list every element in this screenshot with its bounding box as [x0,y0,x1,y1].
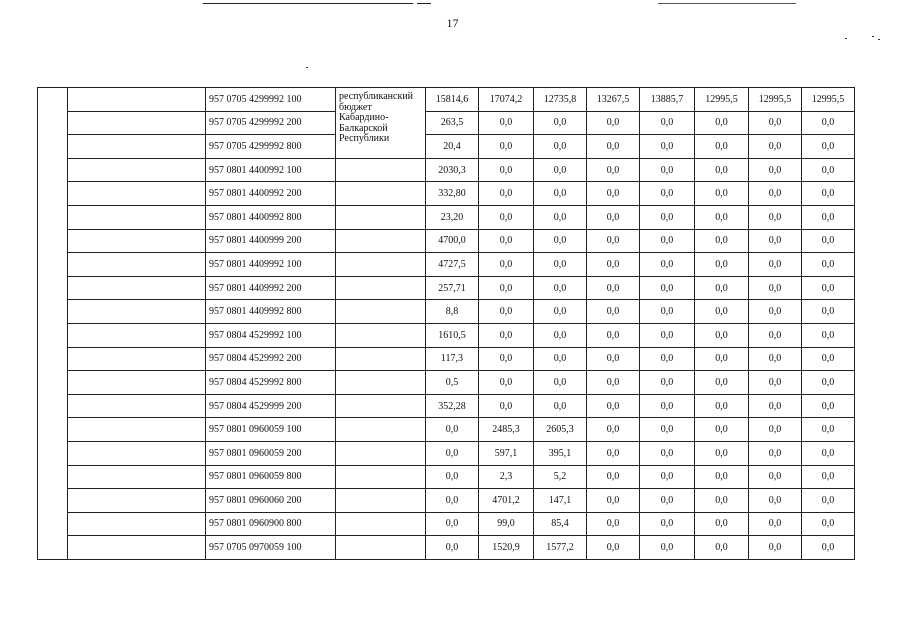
value-cell: 0,0 [749,371,802,395]
empty-cell [68,347,206,371]
budget-code-cell: 957 0801 4400992 200 [206,182,336,206]
value-cell: 0,0 [695,182,749,206]
budget-table-body [38,88,855,560]
value-cell: 263,5 [426,111,479,135]
value-cell: 0,0 [802,536,855,560]
value-cell: 0,0 [695,347,749,371]
budget-code-cell: 957 0801 4409992 800 [206,300,336,324]
value-cell: 0,0 [640,371,695,395]
value-cell: 0,0 [802,205,855,229]
value-cell: 0,0 [534,347,587,371]
budget-code-cell: 957 0705 4299992 200 [206,111,336,135]
value-cell: 0,0 [640,253,695,277]
table-row [38,205,855,229]
value-cell: 12995,5 [749,88,802,112]
value-cell: 0,0 [749,465,802,489]
budget-code-cell: 957 0801 0960900 800 [206,512,336,536]
value-cell: 0,0 [587,347,640,371]
empty-cell [68,205,206,229]
value-cell: 0,0 [802,323,855,347]
page-number: 17 [446,16,459,30]
value-cell: 17074,2 [479,88,534,112]
value-cell: 0,0 [802,158,855,182]
value-cell: 0,0 [426,512,479,536]
empty-cell [68,229,206,253]
empty-cell [68,88,206,112]
table-row [38,536,855,560]
value-cell: 4701,2 [479,489,534,513]
table-row [38,323,855,347]
value-cell: 0,0 [749,489,802,513]
value-cell: 1577,2 [534,536,587,560]
value-cell: 395,1 [534,441,587,465]
value-cell: 332,80 [426,182,479,206]
value-cell: 0,0 [749,512,802,536]
empty-cell [68,489,206,513]
budget-table [37,87,855,560]
value-cell: 0,0 [479,276,534,300]
empty-cell [336,182,426,206]
value-cell: 0,0 [640,229,695,253]
value-cell: 0,0 [802,253,855,277]
budget-code-cell: 957 0801 0960059 200 [206,441,336,465]
value-cell: 0,0 [534,158,587,182]
value-cell: 0,0 [640,323,695,347]
empty-cell [336,512,426,536]
value-cell: 0,0 [426,536,479,560]
budget-code-cell: 957 0801 4409992 200 [206,276,336,300]
budget-code-cell: 957 0801 4400999 200 [206,229,336,253]
value-cell: 0,0 [479,111,534,135]
value-cell: 0,0 [534,371,587,395]
table-row [38,489,855,513]
table-row [38,512,855,536]
value-cell: 12995,5 [802,88,855,112]
value-cell: 0,0 [640,111,695,135]
value-cell: 0,0 [479,205,534,229]
empty-cell [336,418,426,442]
value-cell: 0,5 [426,371,479,395]
scan-artifact-line [658,3,796,4]
value-cell: 15814,6 [426,88,479,112]
value-cell: 0,0 [802,111,855,135]
value-cell: 2605,3 [534,418,587,442]
value-cell: 0,0 [695,253,749,277]
budget-code-cell: 957 0804 4529992 800 [206,371,336,395]
empty-cell [68,371,206,395]
value-cell: 0,0 [802,465,855,489]
value-cell: 0,0 [695,205,749,229]
value-cell: 0,0 [749,158,802,182]
value-cell: 0,0 [749,205,802,229]
value-cell: 0,0 [640,512,695,536]
empty-cell [68,512,206,536]
value-cell: 117,3 [426,347,479,371]
value-cell: 0,0 [802,229,855,253]
value-cell: 0,0 [640,465,695,489]
value-cell: 0,0 [640,276,695,300]
value-cell: 0,0 [749,323,802,347]
budget-code-cell: 957 0801 4400992 800 [206,205,336,229]
value-cell: 0,0 [695,512,749,536]
value-cell: 0,0 [640,182,695,206]
value-cell: 0,0 [749,441,802,465]
value-cell: 0,0 [640,441,695,465]
budget-code-cell: 957 0801 0960059 100 [206,418,336,442]
value-cell: 0,0 [587,394,640,418]
empty-cell [68,253,206,277]
value-cell: 0,0 [534,253,587,277]
value-cell: 0,0 [802,418,855,442]
value-cell: 0,0 [640,489,695,513]
value-cell: 0,0 [749,418,802,442]
value-cell: 4700,0 [426,229,479,253]
value-cell: 99,0 [479,512,534,536]
value-cell: 0,0 [534,135,587,159]
value-cell: 13885,7 [640,88,695,112]
value-cell: 0,0 [695,135,749,159]
value-cell: 0,0 [534,323,587,347]
value-cell: 85,4 [534,512,587,536]
scan-artifact-line [203,3,413,4]
funding-source-cell: республиканский бюджет Кабардино-Балкарской Республики [336,88,426,159]
scan-speck [872,36,874,37]
table-row [38,371,855,395]
value-cell: 0,0 [587,276,640,300]
table-row [38,465,855,489]
value-cell: 0,0 [749,347,802,371]
value-cell: 0,0 [640,418,695,442]
value-cell: 0,0 [534,276,587,300]
value-cell: 0,0 [695,300,749,324]
table-row [38,276,855,300]
budget-code-cell: 957 0705 0970059 100 [206,536,336,560]
value-cell: 0,0 [749,276,802,300]
budget-code-cell: 957 0705 4299992 800 [206,135,336,159]
value-cell: 0,0 [587,135,640,159]
empty-cell [336,371,426,395]
empty-cell [336,465,426,489]
value-cell: 12995,5 [695,88,749,112]
value-cell: 0,0 [587,441,640,465]
value-cell: 0,0 [640,205,695,229]
value-cell: 0,0 [587,182,640,206]
value-cell: 0,0 [479,347,534,371]
table-row [38,158,855,182]
value-cell: 0,0 [695,111,749,135]
value-cell: 0,0 [534,111,587,135]
empty-cell [38,88,68,560]
value-cell: 0,0 [534,394,587,418]
value-cell: 0,0 [479,394,534,418]
value-cell: 0,0 [587,371,640,395]
value-cell: 0,0 [802,441,855,465]
value-cell: 0,0 [479,135,534,159]
table-row [38,88,855,112]
table-row [38,253,855,277]
value-cell: 0,0 [534,182,587,206]
value-cell: 0,0 [802,276,855,300]
value-cell: 0,0 [640,347,695,371]
value-cell: 0,0 [587,489,640,513]
value-cell: 0,0 [695,465,749,489]
value-cell: 0,0 [749,253,802,277]
table-row [38,441,855,465]
empty-cell [336,276,426,300]
value-cell: 0,0 [640,300,695,324]
value-cell: 0,0 [695,441,749,465]
value-cell: 0,0 [479,253,534,277]
value-cell: 0,0 [749,182,802,206]
value-cell: 0,0 [587,111,640,135]
budget-code-cell: 957 0804 4529992 200 [206,347,336,371]
value-cell: 147,1 [534,489,587,513]
value-cell: 0,0 [479,158,534,182]
value-cell: 0,0 [802,512,855,536]
value-cell: 0,0 [640,394,695,418]
budget-code-cell: 957 0705 4299992 100 [206,88,336,112]
value-cell: 0,0 [802,300,855,324]
value-cell: 0,0 [695,158,749,182]
value-cell: 0,0 [802,347,855,371]
value-cell: 0,0 [587,158,640,182]
value-cell: 0,0 [749,536,802,560]
empty-cell [68,536,206,560]
value-cell: 0,0 [534,300,587,324]
table-row [38,182,855,206]
value-cell: 2,3 [479,465,534,489]
value-cell: 0,0 [695,229,749,253]
table-row [38,394,855,418]
empty-cell [68,158,206,182]
empty-cell [68,418,206,442]
value-cell: 0,0 [587,465,640,489]
value-cell: 352,28 [426,394,479,418]
value-cell: 0,0 [749,300,802,324]
empty-cell [336,536,426,560]
empty-cell [336,158,426,182]
value-cell: 0,0 [479,371,534,395]
value-cell: 1520,9 [479,536,534,560]
value-cell: 0,0 [695,489,749,513]
value-cell: 0,0 [479,323,534,347]
value-cell: 0,0 [479,300,534,324]
budget-code-cell: 957 0801 4409992 100 [206,253,336,277]
value-cell: 0,0 [802,489,855,513]
value-cell: 0,0 [640,536,695,560]
empty-cell [336,229,426,253]
value-cell: 0,0 [587,418,640,442]
value-cell: 0,0 [695,536,749,560]
value-cell: 0,0 [749,135,802,159]
value-cell: 0,0 [426,441,479,465]
budget-code-cell: 957 0801 0960060 200 [206,489,336,513]
value-cell: 0,0 [802,182,855,206]
scan-speck [306,67,308,68]
budget-code-cell: 957 0804 4529992 100 [206,323,336,347]
scan-speck [845,38,847,39]
value-cell: 0,0 [802,135,855,159]
empty-cell [68,111,206,135]
value-cell: 257,71 [426,276,479,300]
value-cell: 0,0 [587,205,640,229]
value-cell: 2485,3 [479,418,534,442]
table-row [38,418,855,442]
empty-cell [336,205,426,229]
value-cell: 20,4 [426,135,479,159]
value-cell: 0,0 [749,111,802,135]
scan-artifact-line [417,3,431,4]
value-cell: 0,0 [587,229,640,253]
empty-cell [68,300,206,324]
value-cell: 0,0 [587,300,640,324]
value-cell: 13267,5 [587,88,640,112]
value-cell: 0,0 [479,229,534,253]
table-row [38,347,855,371]
table-row [38,229,855,253]
value-cell: 5,2 [534,465,587,489]
table-row [38,111,855,135]
value-cell: 0,0 [695,371,749,395]
value-cell: 23,20 [426,205,479,229]
value-cell: 597,1 [479,441,534,465]
empty-cell [336,394,426,418]
value-cell: 0,0 [426,489,479,513]
empty-cell [336,253,426,277]
value-cell: 0,0 [587,323,640,347]
budget-code-cell: 957 0801 4400992 100 [206,158,336,182]
value-cell: 0,0 [587,512,640,536]
value-cell: 0,0 [479,182,534,206]
value-cell: 0,0 [695,394,749,418]
value-cell: 0,0 [534,205,587,229]
empty-cell [336,489,426,513]
empty-cell [68,323,206,347]
empty-cell [336,300,426,324]
value-cell: 4727,5 [426,253,479,277]
empty-cell [68,182,206,206]
table-row [38,135,855,159]
value-cell: 0,0 [749,394,802,418]
empty-cell [336,347,426,371]
value-cell: 0,0 [749,229,802,253]
empty-cell [68,135,206,159]
value-cell: 0,0 [640,135,695,159]
empty-cell [68,394,206,418]
value-cell: 2030,3 [426,158,479,182]
budget-code-cell: 957 0804 4529999 200 [206,394,336,418]
value-cell: 0,0 [640,158,695,182]
value-cell: 0,0 [695,323,749,347]
table-row [38,300,855,324]
value-cell: 0,0 [802,394,855,418]
empty-cell [68,465,206,489]
empty-cell [68,441,206,465]
empty-cell [336,441,426,465]
value-cell: 12735,8 [534,88,587,112]
budget-code-cell: 957 0801 0960059 800 [206,465,336,489]
value-cell: 1610,5 [426,323,479,347]
value-cell: 0,0 [587,536,640,560]
value-cell: 0,0 [534,229,587,253]
value-cell: 0,0 [802,371,855,395]
value-cell: 0,0 [426,418,479,442]
value-cell: 8,8 [426,300,479,324]
value-cell: 0,0 [426,465,479,489]
empty-cell [336,323,426,347]
value-cell: 0,0 [587,253,640,277]
value-cell: 0,0 [695,276,749,300]
value-cell: 0,0 [695,418,749,442]
empty-cell [68,276,206,300]
scan-speck [878,39,880,40]
